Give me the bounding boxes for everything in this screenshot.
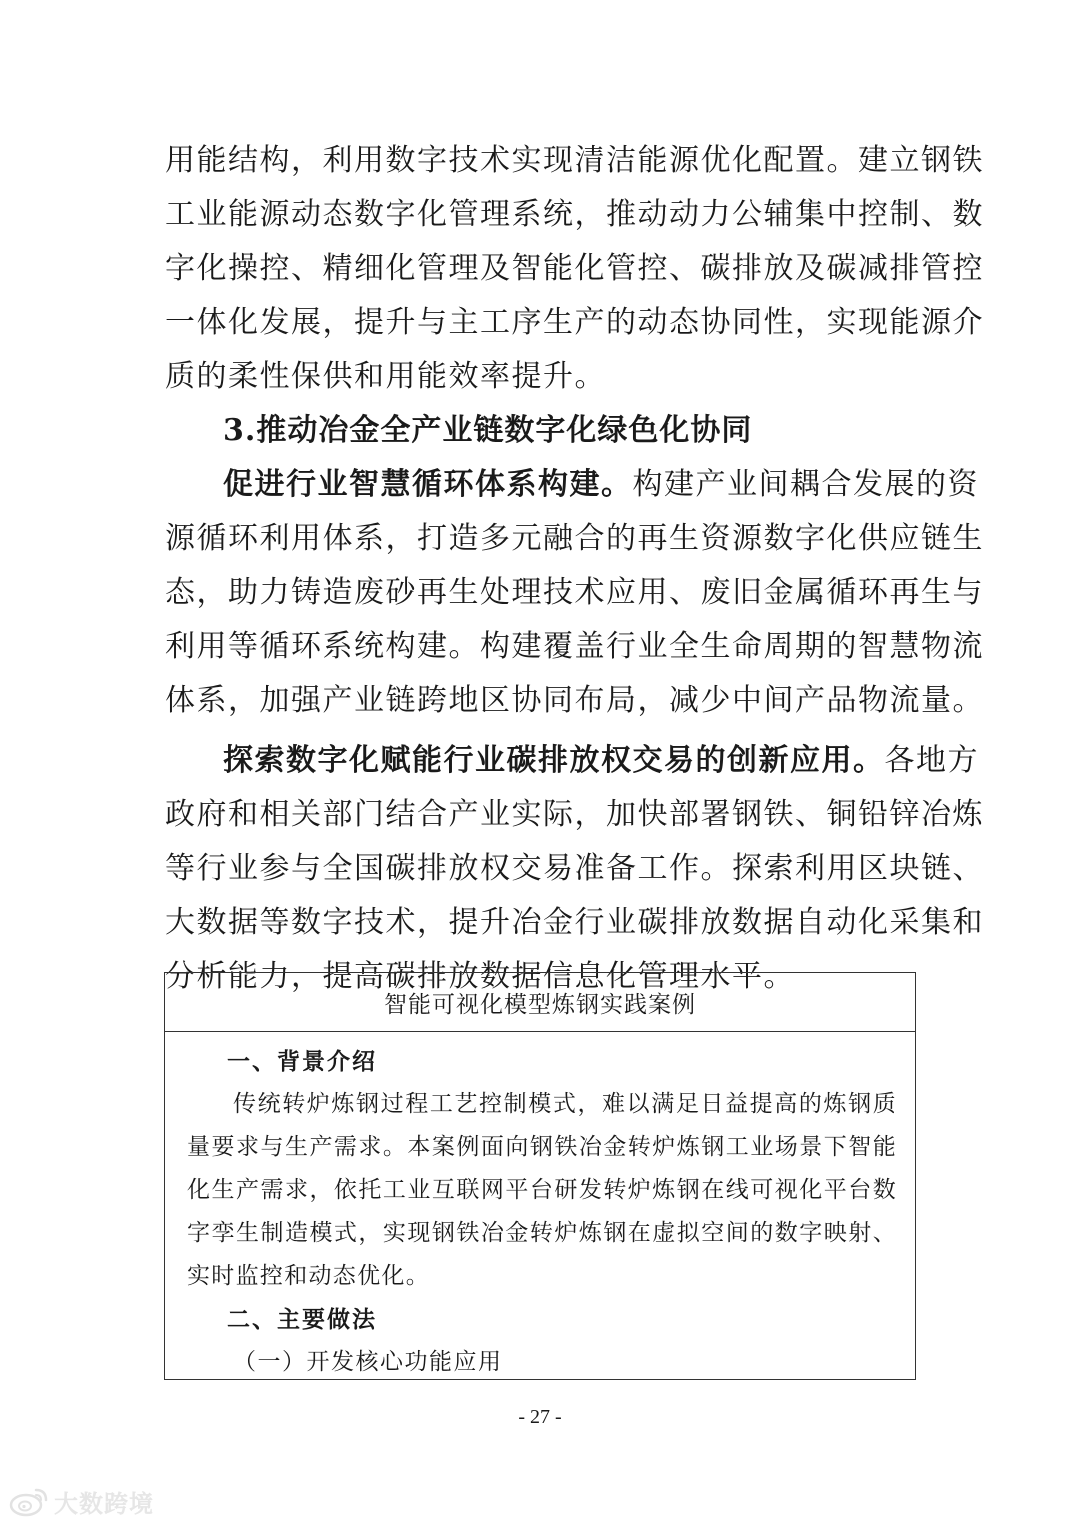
case-content: [165, 1032, 915, 1384]
text-line: 分析能力，提高碳排放数据信息化管理水平。: [165, 959, 795, 994]
case-text-line: 实时监控和动态优化。: [187, 1263, 430, 1289]
case-section-heading: 一、背景介绍: [227, 1048, 377, 1075]
paragraph-lead-rest: 各地方: [884, 743, 979, 778]
text-line: 大数据等数字技术，提升冶金行业碳排放数据自动化采集和: [165, 905, 984, 940]
case-text-line: 字孪生制造模式，实现钢铁冶金转炉炼钢在虚拟空间的数字映射、: [187, 1220, 897, 1246]
text-line: 字化操控、精细化管理及智能化管控、碳排放及碳减排管控: [165, 251, 984, 286]
page-number: - 27 -: [518, 1406, 562, 1428]
weibo-logo-icon: [8, 1486, 50, 1518]
case-text-line: 传统转炉炼钢过程工艺控制模式，难以满足日益提高的炼钢质: [233, 1091, 897, 1117]
text-line: 态，助力铸造废砂再生处理技术应用、废旧金属循环再生与: [165, 575, 984, 610]
body-text: [165, 134, 984, 1004]
case-subsection: （一）开发核心功能应用: [233, 1349, 503, 1375]
case-study-box: [164, 972, 916, 1380]
text-line: 源循环利用体系，打造多元融合的再生资源数字化供应链生: [165, 521, 984, 556]
paragraph-lead-rest: 构建产业间耦合发展的资: [632, 467, 979, 502]
text-line: 工业能源动态数字化管理系统，推动动力公辅集中控制、数: [165, 197, 984, 232]
paragraph-first-line: [165, 734, 979, 788]
case-text-line: 量要求与生产需求。本案例面向钢铁冶金转炉炼钢工业场景下智能: [187, 1134, 897, 1160]
watermark: [8, 1484, 154, 1519]
text-line: 利用等循环系统构建。构建覆盖行业全生命周期的智慧物流: [165, 629, 984, 664]
text-line: 质的柔性保供和用能效率提升。: [165, 359, 606, 394]
watermark-text: 大数跨境: [54, 1490, 154, 1518]
case-title: 智能可视化模型炼钢实践案例: [165, 973, 915, 1032]
case-text-line: 化生产需求，依托工业互联网平台研发转炉炼钢在线可视化平台数: [187, 1177, 897, 1203]
text-line: 体系，加强产业链跨地区协同布局，减少中间产品物流量。: [165, 683, 984, 718]
text-line: 等行业参与全国碳排放权交易准备工作。探索利用区块链、: [165, 851, 984, 886]
section-heading: 3.推动冶金全产业链数字化绿色化协同: [223, 413, 753, 448]
text-line: 一体化发展，提升与主工序生产的动态协同性，实现能源介: [165, 305, 984, 340]
text-line: 用能结构，利用数字技术实现清洁能源优化配置。建立钢铁: [165, 143, 984, 178]
text-line: 政府和相关部门结合产业实际，加快部署钢铁、铜铅锌冶炼: [165, 797, 984, 832]
paragraph-lead-bold: 探索数字化赋能行业碳排放权交易的创新应用。: [223, 743, 885, 778]
paragraph-first-line: [165, 458, 979, 512]
case-section-heading: 二、主要做法: [227, 1306, 377, 1333]
paragraph-lead-bold: 促进行业智慧循环体系构建。: [223, 467, 633, 502]
